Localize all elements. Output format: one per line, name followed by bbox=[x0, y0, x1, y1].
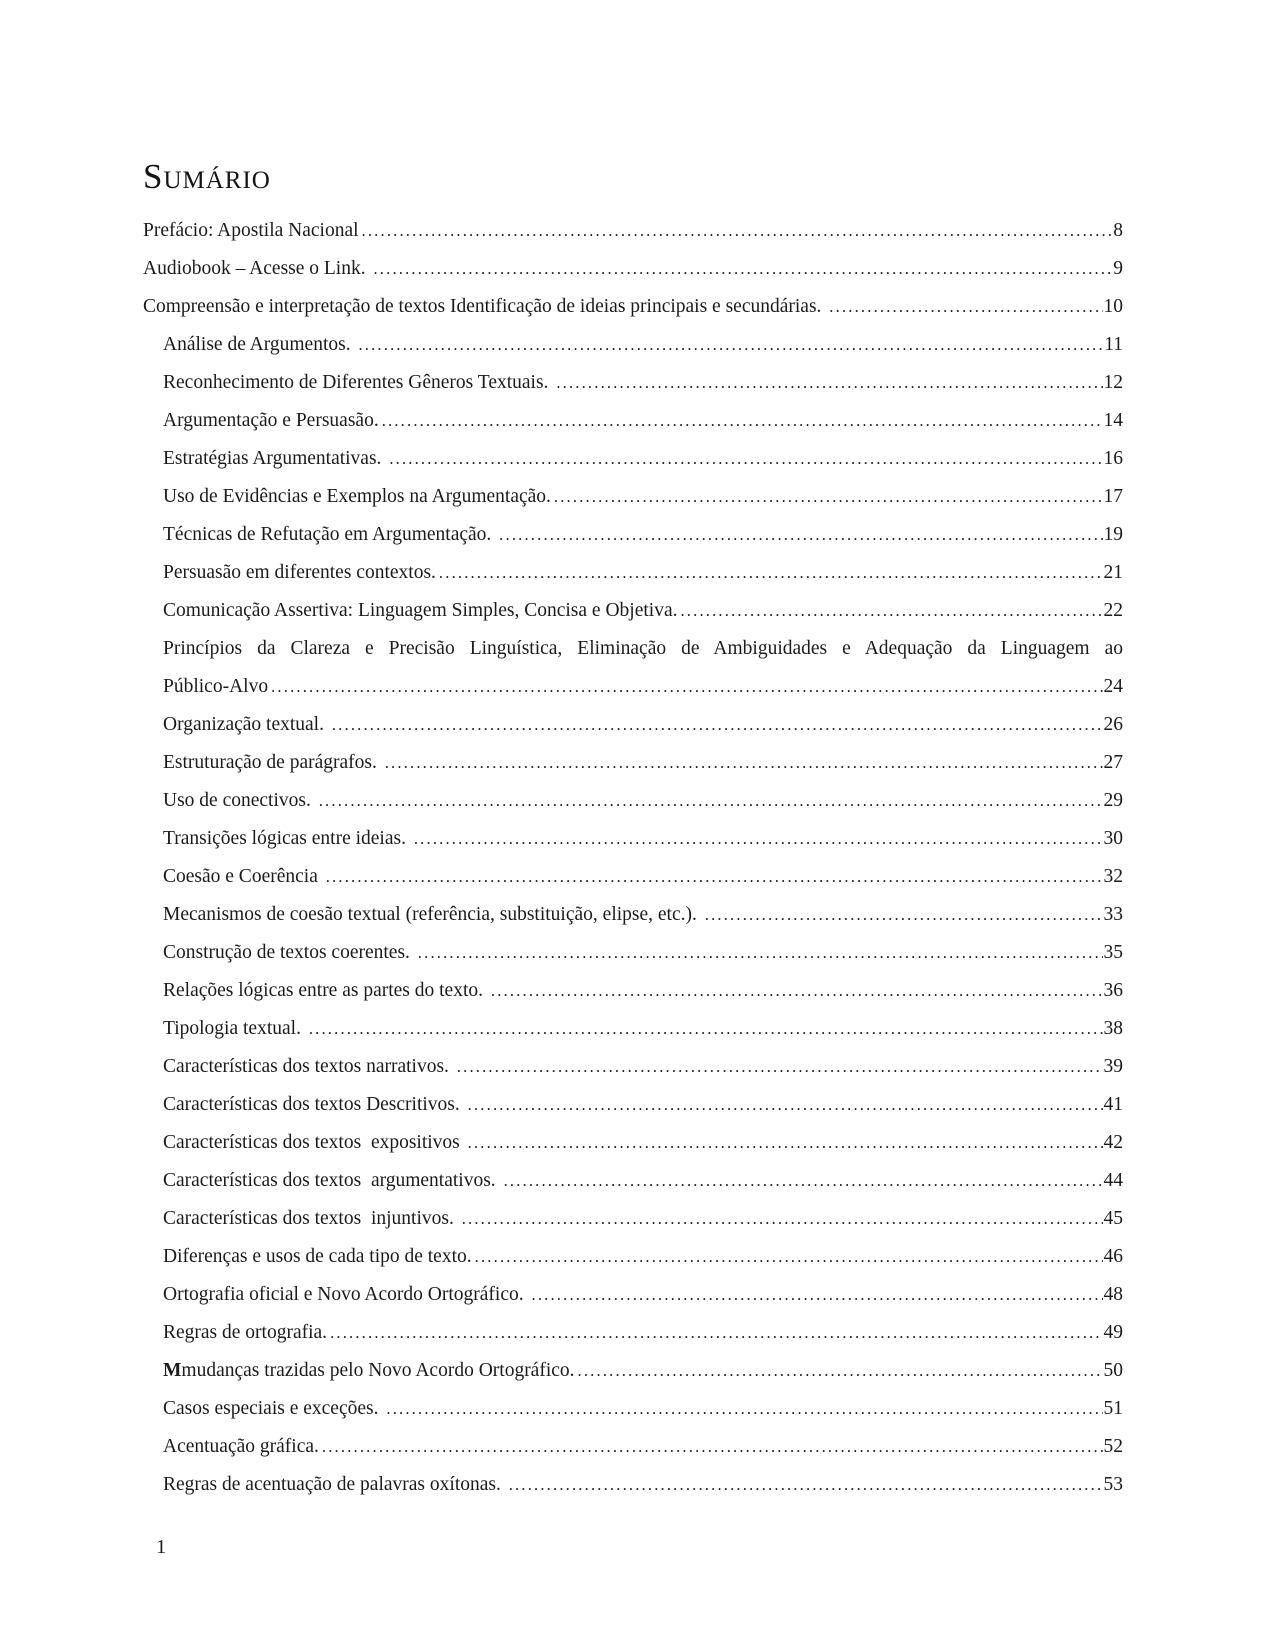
toc-entry bbox=[143, 592, 1123, 630]
toc-entry-page: 36 bbox=[1103, 980, 1123, 1001]
toc-entry-page: 17 bbox=[1103, 486, 1123, 507]
toc-entry bbox=[143, 1010, 1123, 1048]
toc-entry bbox=[143, 934, 1123, 972]
dot-leader bbox=[705, 896, 1103, 934]
toc-entry bbox=[143, 1352, 1123, 1390]
toc-entry-label: Diferenças e usos de cada tipo de texto. bbox=[163, 1246, 472, 1267]
toc-entry-label: Estratégias Argumentativas. bbox=[163, 448, 387, 469]
dot-leader bbox=[680, 592, 1102, 630]
toc-entry bbox=[143, 478, 1123, 516]
dot-leader bbox=[330, 1314, 1102, 1352]
dot-leader bbox=[362, 212, 1113, 250]
toc-entry-label: Uso de Evidências e Exemplos na Argumentação. bbox=[163, 486, 551, 507]
toc-entry-label: Organização textual. bbox=[163, 714, 329, 735]
dot-leader bbox=[358, 326, 1103, 364]
toc-entry-page: 26 bbox=[1103, 714, 1123, 735]
toc-entry bbox=[143, 326, 1123, 364]
toc-entry-page: 51 bbox=[1103, 1398, 1123, 1419]
toc-entry-label: Público-Alvo bbox=[163, 676, 269, 697]
toc-entry bbox=[143, 1428, 1123, 1466]
dot-leader bbox=[418, 934, 1103, 972]
toc-entry bbox=[143, 1276, 1123, 1314]
toc-entry-label: Transições lógicas entre ideias. bbox=[163, 828, 411, 849]
toc-entry-label: Argumentação e Persuasão. bbox=[163, 410, 379, 431]
dot-leader bbox=[462, 1200, 1103, 1238]
toc-entry-label: Acentuação gráfica. bbox=[163, 1436, 319, 1457]
dot-leader bbox=[319, 782, 1103, 820]
toc-entry-page: 22 bbox=[1103, 600, 1123, 621]
toc-entry-label-bold-prefix: M bbox=[163, 1360, 182, 1381]
toc-entry-page: 44 bbox=[1103, 1170, 1123, 1191]
toc-entry-label: Persuasão em diferentes contextos. bbox=[163, 562, 436, 583]
toc-entry-label: Mmudanças trazidas pelo Novo Acordo Ortográfico. bbox=[163, 1360, 575, 1381]
dot-leader bbox=[829, 288, 1102, 326]
toc-entry-page: 19 bbox=[1103, 524, 1123, 545]
toc-entry-page: 29 bbox=[1103, 790, 1123, 811]
toc-entry-label: Compreensão e interpretação de textos Identificação de ideias principais e secundárias. bbox=[143, 296, 827, 317]
dot-leader bbox=[532, 1276, 1103, 1314]
toc-entry bbox=[143, 516, 1123, 554]
dot-leader bbox=[475, 1238, 1103, 1276]
toc-entry bbox=[143, 402, 1123, 440]
toc-entry-label: Mecanismos de coesão textual (referência, substituição, elipse, etc.). bbox=[163, 904, 702, 925]
toc-entry-page: 38 bbox=[1103, 1018, 1123, 1039]
document-page bbox=[143, 150, 1123, 1504]
toc-entry bbox=[143, 630, 1123, 706]
toc-entry-label: Características dos textos Descritivos. bbox=[163, 1094, 465, 1115]
toc-entry bbox=[143, 1162, 1123, 1200]
toc-entry-line1: Princípios da Clareza e Precisão Linguística, Eliminação de Ambiguidades e Adequação da Linguagem ao bbox=[163, 638, 1123, 659]
dot-leader bbox=[322, 1428, 1103, 1466]
toc-entry-label: Ortografia oficial e Novo Acordo Ortográfico. bbox=[163, 1284, 529, 1305]
dot-leader bbox=[271, 668, 1102, 706]
toc-entry bbox=[143, 820, 1123, 858]
toc-entry-label: Coesão e Coerência bbox=[163, 866, 323, 887]
toc-entry-page: 8 bbox=[1113, 220, 1123, 241]
toc-entry-page: 30 bbox=[1103, 828, 1123, 849]
dot-leader bbox=[385, 744, 1103, 782]
toc-entry-page: 45 bbox=[1103, 1208, 1123, 1229]
toc-entry-label: Relações lógicas entre as partes do texto. bbox=[163, 980, 488, 1001]
dot-leader bbox=[389, 440, 1102, 478]
dot-leader bbox=[509, 1466, 1103, 1504]
toc-entry-page: 46 bbox=[1103, 1246, 1123, 1267]
toc-entry bbox=[143, 1086, 1123, 1124]
toc-entry-page: 42 bbox=[1103, 1132, 1123, 1153]
toc-entry bbox=[143, 1200, 1123, 1238]
toc-entry-page: 14 bbox=[1103, 410, 1123, 431]
toc-entry bbox=[143, 896, 1123, 934]
toc-entry bbox=[143, 1466, 1123, 1504]
toc-entry bbox=[143, 288, 1123, 326]
dot-leader bbox=[457, 1048, 1103, 1086]
toc-entry-label: Estruturação de parágrafos. bbox=[163, 752, 382, 773]
toc-entry-page: 21 bbox=[1103, 562, 1123, 583]
dot-leader bbox=[386, 1390, 1102, 1428]
toc-entry-label: Características dos textos injuntivos. bbox=[163, 1208, 459, 1229]
dot-leader bbox=[499, 516, 1102, 554]
toc-entry-label: Técnicas de Refutação em Argumentação. bbox=[163, 524, 497, 545]
toc-entry-page: 53 bbox=[1103, 1474, 1123, 1495]
dot-leader bbox=[578, 1352, 1103, 1390]
toc-entry-page: 41 bbox=[1103, 1094, 1123, 1115]
dot-leader bbox=[382, 402, 1103, 440]
toc-entry bbox=[143, 554, 1123, 592]
toc-entry-line2 bbox=[163, 668, 1123, 706]
toc-entry-label: Regras de ortografia. bbox=[163, 1322, 328, 1343]
toc-entry bbox=[143, 1048, 1123, 1086]
dot-leader bbox=[504, 1162, 1103, 1200]
dot-leader bbox=[326, 858, 1103, 896]
toc-entry bbox=[143, 1238, 1123, 1276]
dot-leader bbox=[554, 478, 1103, 516]
toc-list bbox=[143, 212, 1123, 1504]
toc-entry-page: 39 bbox=[1103, 1056, 1123, 1077]
toc-entry-label: Características dos textos argumentativos. bbox=[163, 1170, 501, 1191]
toc-title: SUMÁRIO bbox=[143, 157, 271, 196]
toc-entry bbox=[143, 1390, 1123, 1428]
toc-entry-label: Comunicação Assertiva: Linguagem Simples, Concisa e Objetiva. bbox=[163, 600, 678, 621]
toc-entry-page: 12 bbox=[1103, 372, 1123, 393]
toc-entry-page: 49 bbox=[1103, 1322, 1123, 1343]
toc-entry-label: Características dos textos expositivos bbox=[163, 1132, 465, 1153]
toc-entry bbox=[143, 744, 1123, 782]
toc-entry-page: 35 bbox=[1103, 942, 1123, 963]
toc-entry-label: Regras de acentuação de palavras oxítonas. bbox=[163, 1474, 506, 1495]
toc-entry bbox=[143, 212, 1123, 250]
dot-leader bbox=[468, 1124, 1103, 1162]
toc-entry-label: Análise de Argumentos. bbox=[163, 334, 356, 355]
toc-entry-label: Tipologia textual. bbox=[163, 1018, 306, 1039]
toc-entry-page: 32 bbox=[1103, 866, 1123, 887]
dot-leader bbox=[373, 250, 1112, 288]
toc-entry-page: 27 bbox=[1103, 752, 1123, 773]
toc-entry bbox=[143, 1314, 1123, 1352]
toc-entry-page: 16 bbox=[1103, 448, 1123, 469]
toc-entry bbox=[143, 440, 1123, 478]
dot-leader bbox=[332, 706, 1103, 744]
toc-entry bbox=[143, 858, 1123, 896]
toc-entry bbox=[143, 782, 1123, 820]
toc-entry-page: 50 bbox=[1103, 1360, 1123, 1381]
toc-entry-label: Audiobook – Acesse o Link. bbox=[143, 258, 371, 279]
toc-entry-label: Casos especiais e exceções. bbox=[163, 1398, 384, 1419]
toc-entry-page: 52 bbox=[1103, 1436, 1123, 1457]
toc-entry bbox=[143, 972, 1123, 1010]
dot-leader bbox=[491, 972, 1103, 1010]
toc-entry bbox=[143, 1124, 1123, 1162]
toc-entry-label: Prefácio: Apostila Nacional bbox=[143, 220, 359, 241]
toc-entry-label: Construção de textos coerentes. bbox=[163, 942, 415, 963]
dot-leader bbox=[309, 1010, 1103, 1048]
toc-entry-label: Uso de conectivos. bbox=[163, 790, 316, 811]
toc-entry bbox=[143, 364, 1123, 402]
toc-entry-page: 10 bbox=[1103, 296, 1123, 317]
toc-entry-page: 33 bbox=[1103, 904, 1123, 925]
toc-entry-page: 24 bbox=[1103, 676, 1123, 697]
toc-entry bbox=[143, 706, 1123, 744]
page-number-footer: 1 bbox=[156, 1536, 167, 1558]
toc-entry bbox=[143, 250, 1123, 288]
toc-entry-page: 9 bbox=[1113, 258, 1123, 279]
dot-leader bbox=[439, 554, 1103, 592]
toc-entry-page: 11 bbox=[1104, 334, 1123, 355]
toc-entry-page: 48 bbox=[1103, 1284, 1123, 1305]
dot-leader bbox=[556, 364, 1102, 402]
toc-entry-label: Reconhecimento de Diferentes Gêneros Textuais. bbox=[163, 372, 554, 393]
dot-leader bbox=[468, 1086, 1103, 1124]
dot-leader bbox=[414, 820, 1103, 858]
toc-entry-label: Características dos textos narrativos. bbox=[163, 1056, 454, 1077]
